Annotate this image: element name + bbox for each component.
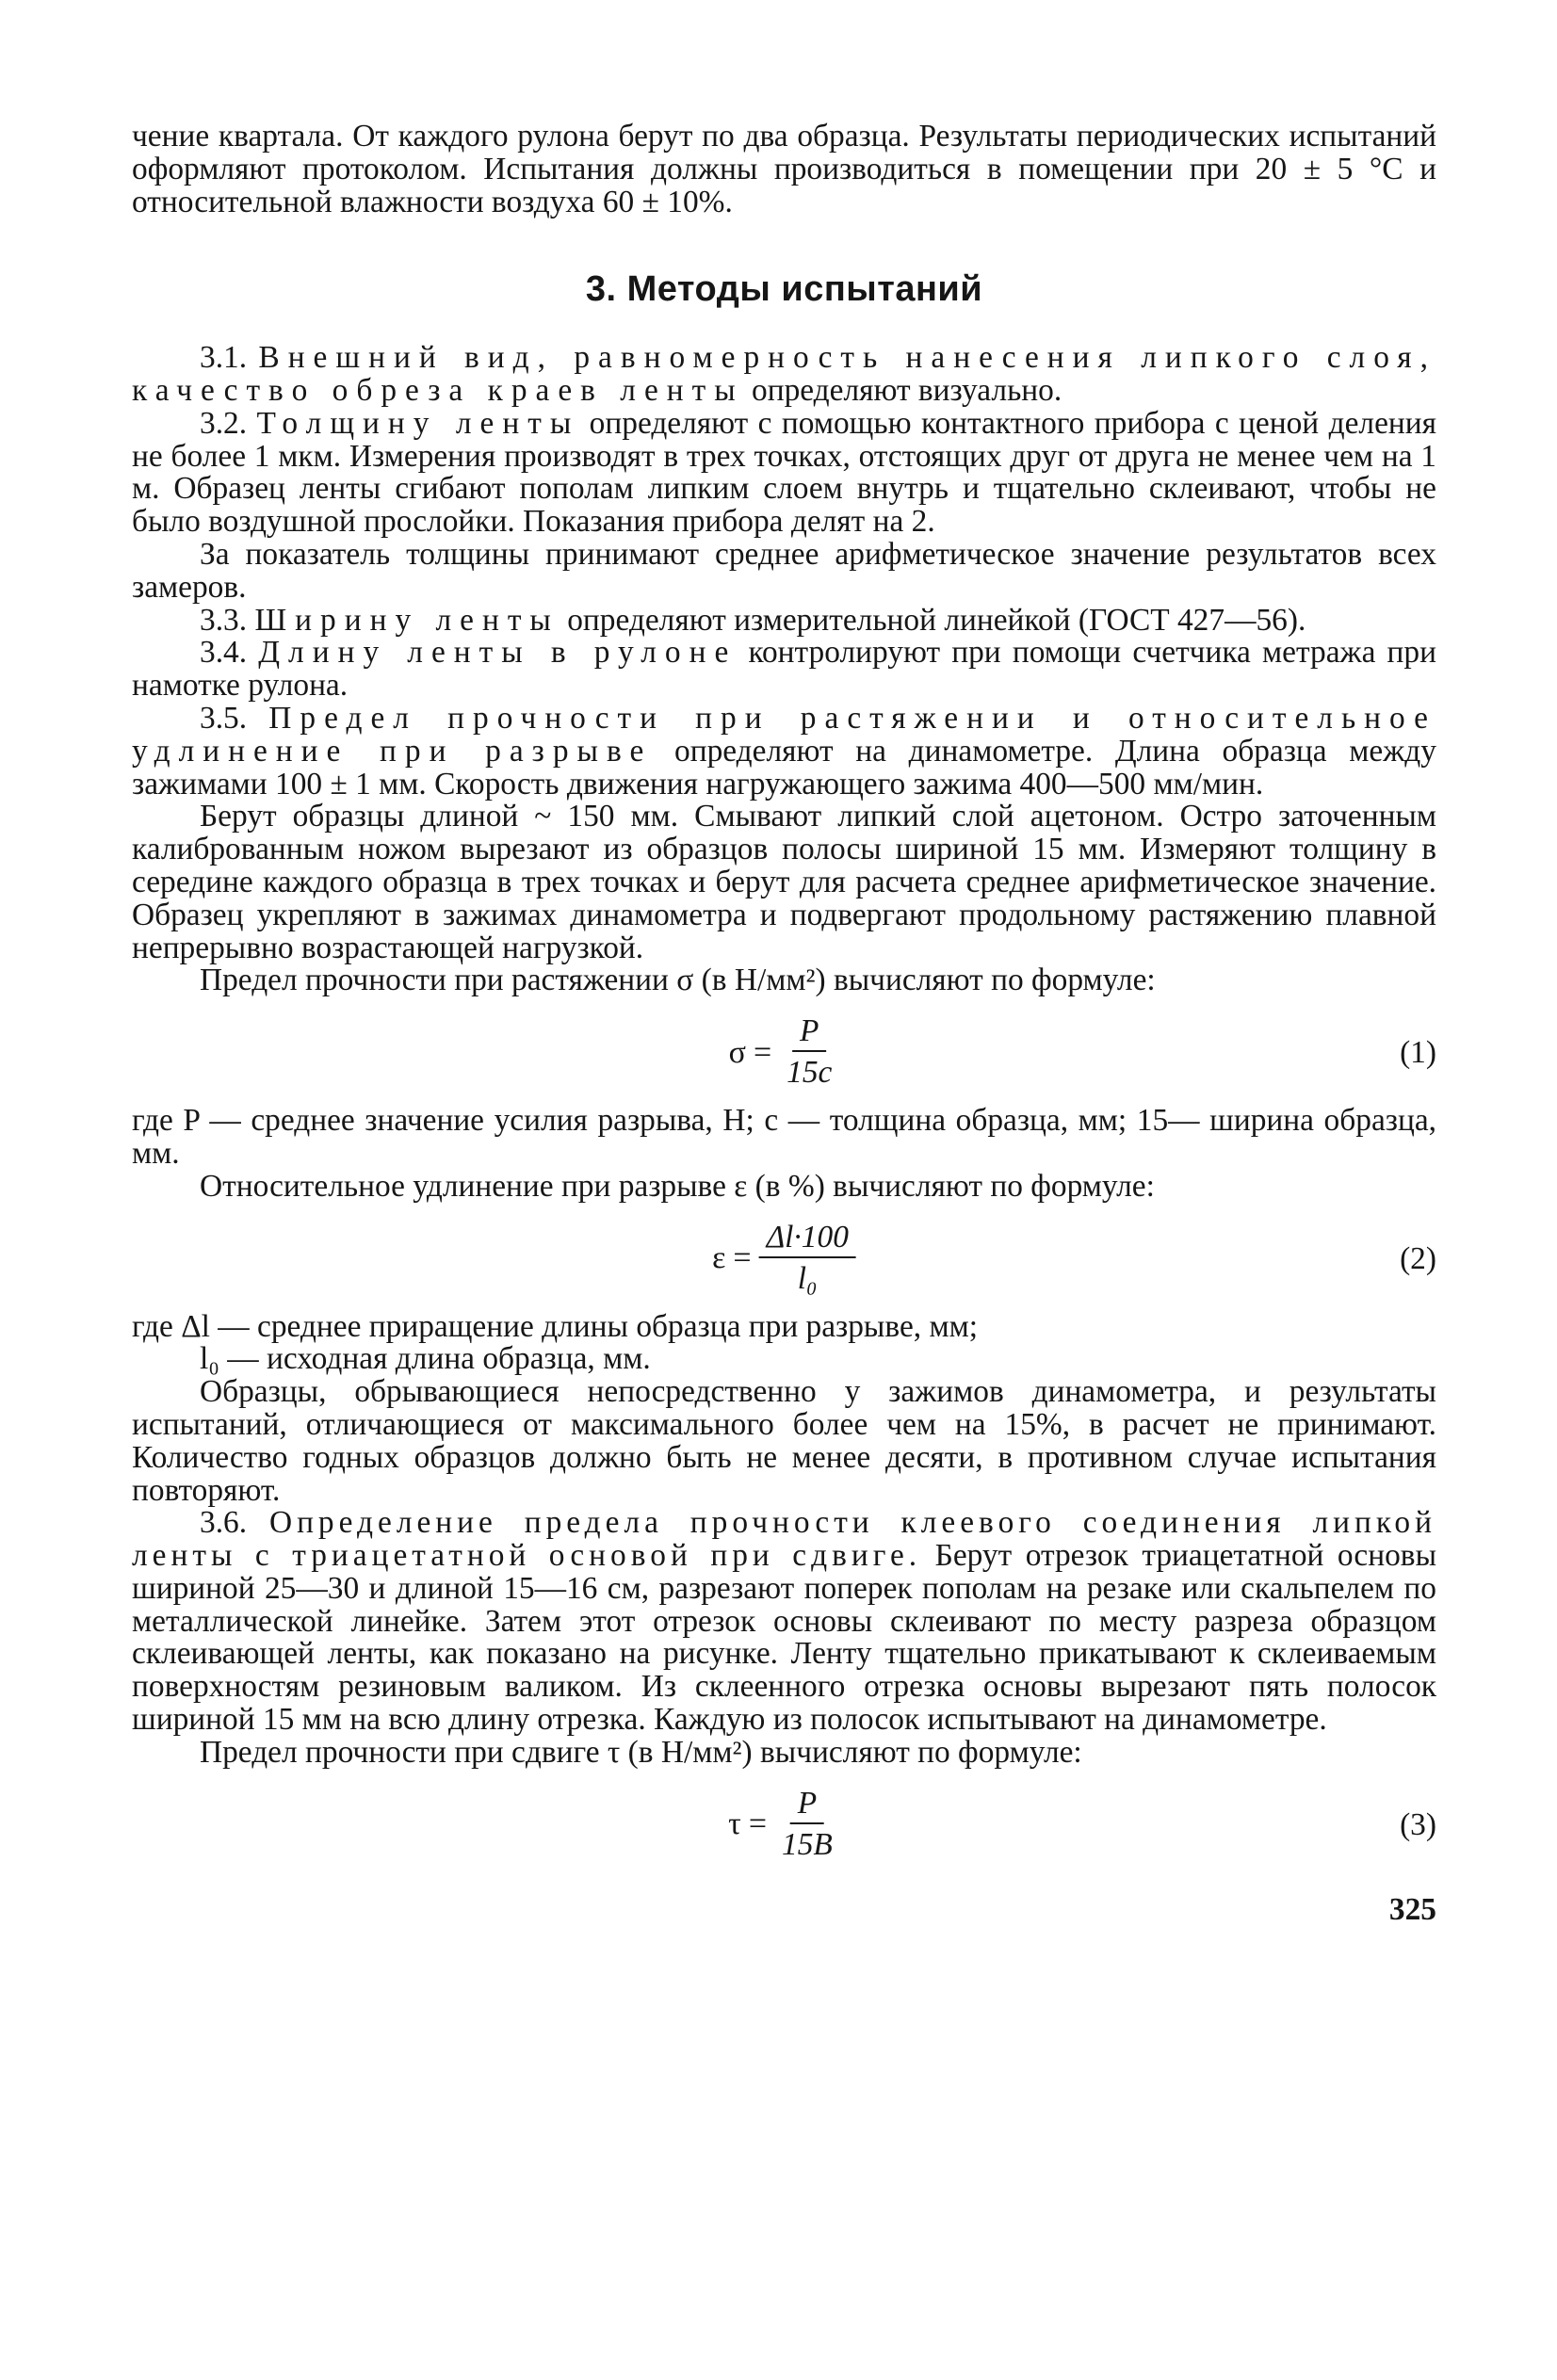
formula-2-legend-a: где Δl — среднее приращение длины образца при разрыве, мм; [132, 1308, 978, 1344]
clause-text: определяют на динамометре. Длина образца между зажимами 100 ± 1 мм. Скорость движения нагружающего зажима 400—500 мм/мин. [132, 733, 1436, 801]
paragraph-3-6 [132, 1507, 1436, 1737]
clause-number: 3.2. [200, 405, 248, 441]
spaced-term: Определение предела прочности клеевого соединения липкой ленты с триацетатной основой при сдвиге. [132, 1505, 1436, 1574]
paragraph-3-5 [132, 700, 1436, 801]
formula-equals: = [748, 1806, 768, 1842]
formula-3 [132, 1781, 1436, 1870]
formula-1-legend: где P — среднее значение усилия разрыва, Н; c — толщина образца, мм; 15— ширина образца, мм. [132, 1103, 1436, 1171]
formula-number: (1) [1400, 1035, 1436, 1071]
paragraph-3-5-b: Берут образцы длиной ~ 150 мм. Смывают липкий слой ацетоном. Остро заточенным калиброванным ножом вырезают из образцов полосы шириной 15 мм. Измеряют толщину в середине каждого образца в трех точках и берут для расчета среднее арифметическое значение. Образец укрепляют в зажимах динамометра и подвергают продольному растяжению плавной непрерывно возрастающей нагрузкой. [132, 799, 1436, 965]
formula-1 [132, 1009, 1436, 1097]
document-page [132, 121, 1436, 1934]
formula-2-legend-b: l₀ — исходная длина образца, мм. [200, 1341, 651, 1377]
formula-numerator: P [792, 1012, 826, 1052]
spaced-term: Предел прочности при растяжении и относительное удлинение при разрыве [132, 700, 1436, 769]
paragraph-3-5-e: Образцы, обрывающиеся непосредственно у зажимов динамометра, и результаты испытаний, отличающиеся от максимального более чем на 15%, в расчет не принимают. Количество годных образцов должно быть не менее десяти, в противном случае испытания повторяют. [132, 1374, 1436, 1508]
clause-number: 3.3. [200, 602, 248, 638]
formula-equals: = [753, 1034, 772, 1070]
clause-text: определяют визуально. [743, 372, 1062, 408]
clause-number: 3.5. [200, 700, 248, 736]
formula-lhs: ε [712, 1240, 726, 1276]
formula-2 [132, 1215, 1436, 1303]
spaced-term: Длину ленты в рулоне [258, 635, 738, 671]
formula-number: (3) [1400, 1806, 1436, 1842]
clause-text: определяют с помощью контактного прибора с ценой деления не более 1 мкм. Измерения производят в трех точках, отстоящих друг от друга не менее чем на 1 м. Образец ленты сгибают пополам липким слоем внутрь и тщательно склеивают, чтобы не было воздушной прослойки. Показания прибора делят на 2. [132, 405, 1436, 540]
formula-numerator: P [790, 1785, 824, 1824]
spaced-term: Ширину ленты [254, 602, 560, 638]
formula-lhs: σ [728, 1034, 746, 1070]
page-number: 325 [1388, 1891, 1436, 1927]
clause-text: определяют измерительной линейкой (ГОСТ 427—56). [559, 602, 1306, 638]
paragraph-3-5-c: Предел прочности при растяжении σ (в Н/мм²) вычисляют по формуле: [200, 963, 1156, 998]
formula-denominator: l₀ [797, 1260, 818, 1296]
clause-number: 3.4. [200, 635, 248, 671]
formula-equals: = [733, 1240, 752, 1276]
formula-numerator: Δl·100 [759, 1219, 856, 1258]
spaced-term: Толщину ленты [256, 405, 580, 441]
paragraph-3-3 [132, 602, 1436, 638]
paragraph-3-4 [132, 637, 1436, 703]
clause-text: контролируют при помощи счетчика метража при намотке рулона. [132, 635, 1436, 704]
paragraph-3-2-b: За показатель толщины принимают среднее арифметическое значение результатов всех замеров. [132, 536, 1436, 605]
formula-denominator: 15c [787, 1055, 833, 1091]
paragraph-3-2 [132, 405, 1436, 540]
formula-denominator: 15B [782, 1826, 833, 1862]
paragraph-intro: чение квартала. От каждого рулона берут по два образца. Результаты периодических испытаний оформляют протоколом. Испытания должны производиться в помещении при 20 ± 5 °С и относительной влажности воздуха 60 ± 10%. [132, 119, 1436, 219]
formula-number: (2) [1400, 1240, 1436, 1276]
clause-number: 3.1. [200, 340, 248, 376]
paragraph-3-1 [132, 342, 1436, 408]
clause-number: 3.6. [200, 1505, 248, 1541]
formula-lhs: τ [728, 1806, 741, 1842]
spaced-term: Внешний вид, равномерность нанесения липкого слоя, качество обреза краев ленты [132, 340, 1436, 408]
paragraph-3-6-b: Предел прочности при сдвиге τ (в Н/мм²) вычисляют по формуле: [200, 1734, 1082, 1770]
clause-text: Берут отрезок триацетатной основы шириной 25—30 и длиной 15—16 см, разрезают поперек пополам на резаке или скальпелем по металлической линейке. Затем этот отрезок основы склеивают по месту разреза образцом склеивающей ленты, как показано на рисунке. Ленту тщательно прикатывают к склеиваемым поверхностям резиновым валиком. Из склеенного отрезка основы вырезают пять полосок шириной 15 мм на всю длину отрезка. Каждую из полосок испытывают на динамометре. [132, 1538, 1437, 1738]
paragraph-3-5-d: Относительное удлинение при разрыве ε (в %) вычисляют по формуле: [200, 1168, 1155, 1204]
section-heading: 3. Методы испытаний [585, 269, 983, 310]
